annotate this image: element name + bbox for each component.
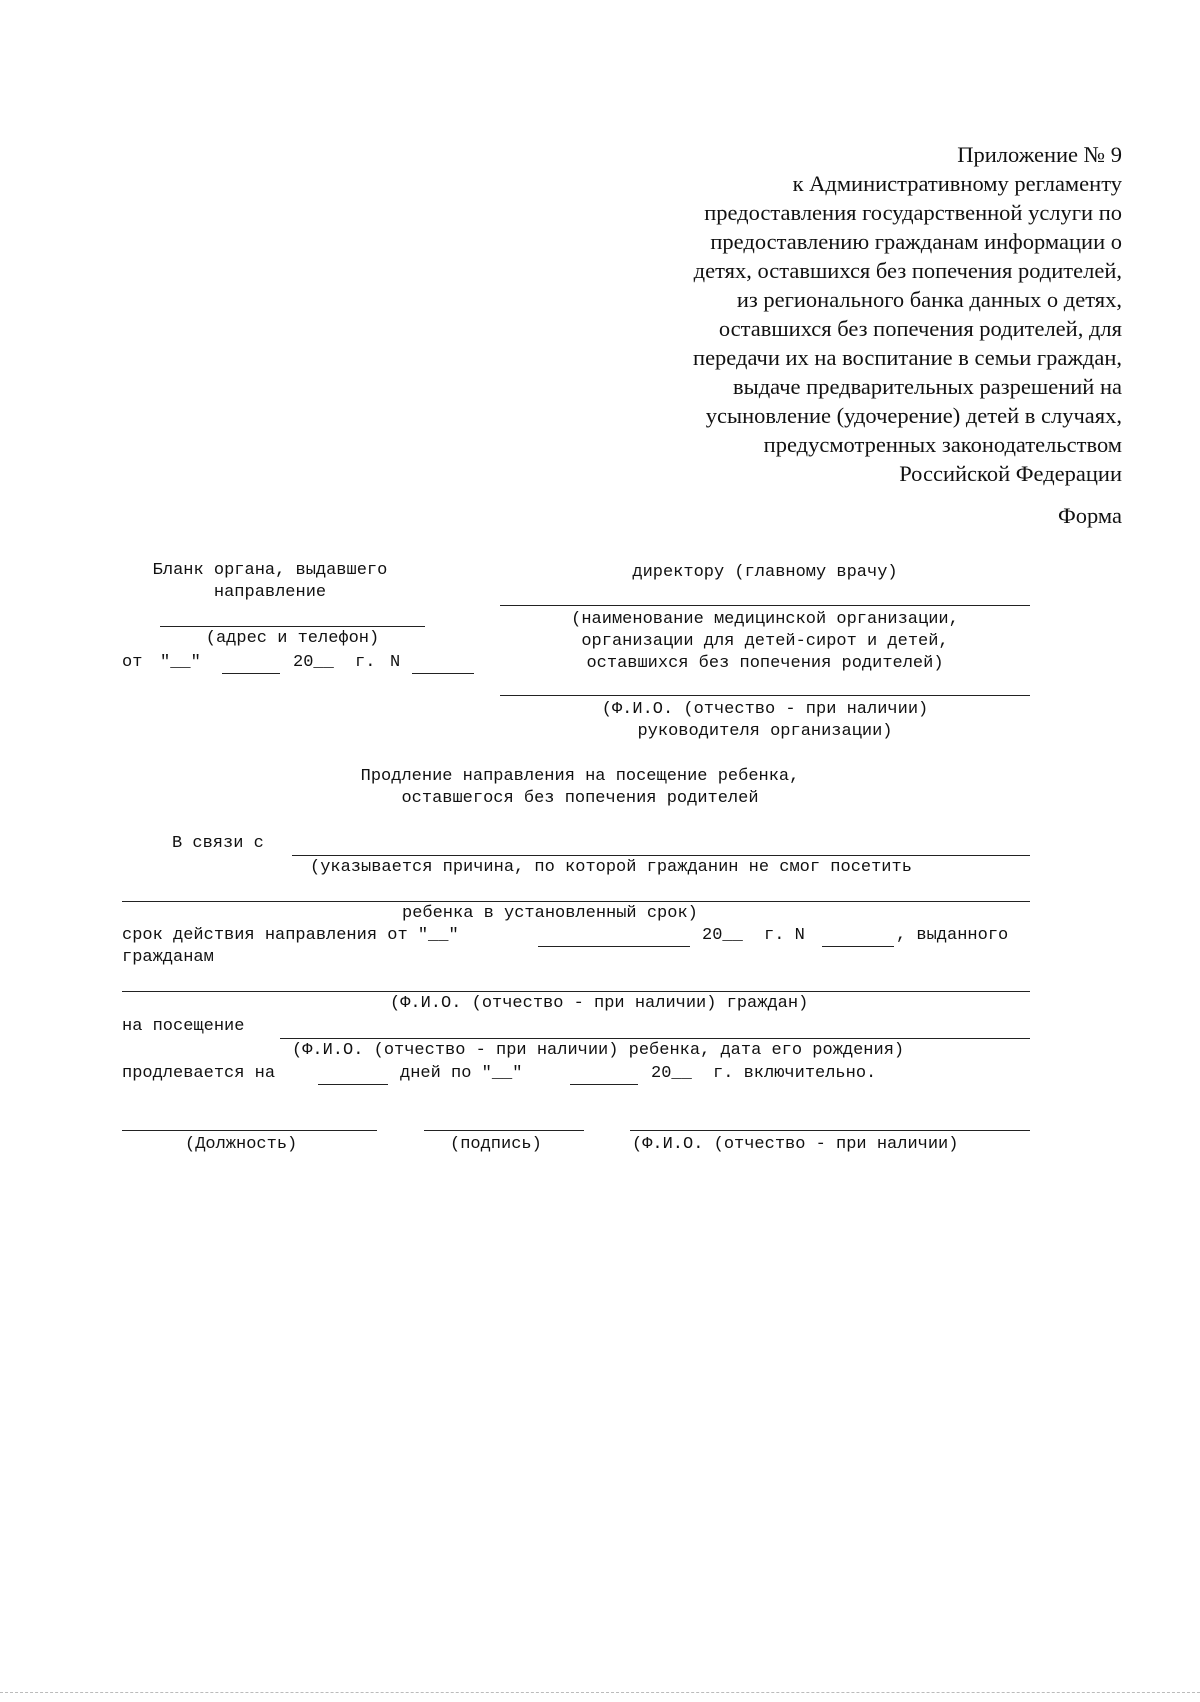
citizens-caption: (Ф.И.О. (отчество - при наличии) граждан): [390, 994, 809, 1013]
citizens-underline: [122, 991, 1030, 992]
days-underline: [318, 1084, 388, 1085]
org-caption-2: организации для детей-сирот и детей,: [581, 632, 949, 651]
appendix-line: Приложение № 9: [957, 142, 1122, 167]
signer-name-caption: (Ф.И.О. (отчество - при наличии): [632, 1135, 959, 1154]
date-ot-label: от: [122, 653, 143, 672]
org-name-underline: [500, 605, 1030, 606]
issuer-blank-line1: Бланк органа, выдавшего: [152, 561, 388, 580]
date-n-label: N: [390, 653, 401, 672]
extended-year: 20__: [651, 1064, 692, 1083]
appendix-header: [562, 140, 1122, 488]
validity-issued: , выданного: [896, 926, 1009, 945]
reason-caption-1: (указывается причина, по которой гражданин не смог посетить: [310, 858, 912, 877]
appendix-line: Российской Федерации: [899, 461, 1122, 486]
head-name-underline: [500, 695, 1030, 696]
date-number-underline: [412, 673, 474, 674]
appendix-line: передачи их на воспитание в семьи граждан,: [693, 345, 1122, 370]
in-connection-label: В связи с: [172, 834, 264, 853]
org-caption-1: (наименование медицинской организации,: [571, 610, 959, 629]
date-year: 20__: [293, 653, 334, 672]
validity-year: 20__: [702, 926, 743, 945]
signature-caption: (подпись): [450, 1135, 542, 1154]
inclusive-label: г. включительно.: [713, 1064, 877, 1083]
appendix-line: предусмотренных законодательством: [763, 432, 1122, 457]
appendix-line: усыновление (удочерение) детей в случаях,: [705, 403, 1122, 428]
validity-number-underline: [822, 946, 894, 947]
validity-prefix: срок действия направления от "__": [122, 926, 459, 945]
validity-g-n: г. N: [764, 926, 805, 945]
appendix-line: предоставления государственной услуги по: [704, 200, 1122, 225]
appendix-line: детях, оставшихся без попечения родителей,: [693, 258, 1122, 283]
position-caption: (Должность): [185, 1135, 298, 1154]
head-caption-1: (Ф.И.О. (отчество - при наличии): [601, 700, 929, 719]
address-underline: [160, 626, 425, 627]
form-label: Форма: [1057, 503, 1122, 528]
appendix-line: к Административному регламенту: [792, 171, 1122, 196]
issuer-blank-line2: направление: [213, 583, 327, 602]
date-day-quotes: "__": [160, 653, 201, 672]
appendix-line: предоставлению гражданам информации о: [710, 229, 1122, 254]
extended-on-label: продлевается на: [122, 1064, 276, 1083]
document-title-line1: Продление направления на посещение ребенка,: [360, 767, 800, 786]
until-month-underline: [570, 1084, 638, 1085]
reason-underline-1: [292, 855, 1030, 856]
reason-underline-2: [122, 901, 1030, 902]
director-label: директору (главному врачу): [632, 563, 898, 582]
document-title-line2: оставшегося без попечения родителей: [401, 789, 759, 808]
address-caption: (адрес и телефон): [205, 629, 380, 648]
appendix-line: оставшихся без попечения родителей, для: [718, 316, 1122, 341]
appendix-line: выдаче предварительных разрешений на: [732, 374, 1122, 399]
citizens-label: гражданам: [122, 948, 214, 967]
scan-edge-line: [0, 1692, 1200, 1693]
signer-name-underline: [630, 1130, 1030, 1131]
reason-caption-2: ребенка в установленный срок): [402, 904, 698, 923]
child-underline: [280, 1038, 1030, 1039]
appendix-line: из регионального банка данных о детях,: [736, 287, 1122, 312]
signature-underline: [424, 1130, 584, 1131]
org-caption-3: оставшихся без попечения родителей): [586, 654, 944, 673]
date-g-label: г.: [355, 653, 376, 672]
days-until-label: дней по "__": [400, 1064, 523, 1083]
validity-month-underline: [538, 946, 690, 947]
date-month-underline: [222, 673, 280, 674]
position-underline: [122, 1130, 377, 1131]
head-caption-2: руководителя организации): [637, 722, 893, 741]
child-caption: (Ф.И.О. (отчество - при наличии) ребенка, дата его рождения): [292, 1041, 905, 1060]
visit-label: на посещение: [122, 1017, 245, 1036]
